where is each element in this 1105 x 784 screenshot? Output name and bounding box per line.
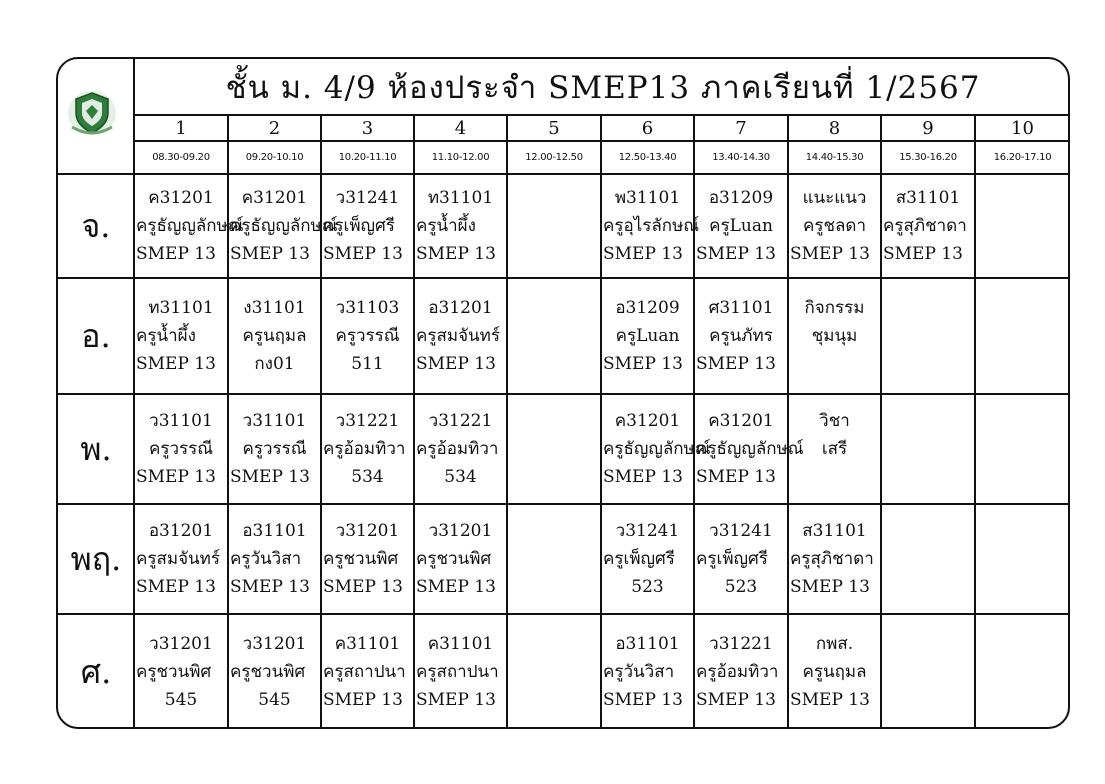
- room: SMEP 13: [136, 354, 216, 374]
- schedule-cell: [789, 175, 880, 277]
- subject-code: ค31201: [614, 411, 681, 431]
- period-number: 2: [268, 117, 281, 139]
- subject-code: ว31241: [709, 521, 773, 541]
- teacher-name: ครูอุไรลักษณ์: [603, 216, 700, 236]
- schedule-cell: [508, 175, 600, 277]
- room: 523: [631, 577, 664, 597]
- subject-code: ว31241: [615, 521, 680, 541]
- room: [789, 350, 880, 378]
- schedule-cell: [508, 615, 600, 729]
- schedule-cell: [322, 505, 413, 613]
- teacher-name: เสรี: [821, 439, 848, 459]
- teacher-name: ครูวรรณี: [335, 326, 400, 346]
- period-time: 08.30-09.20: [152, 151, 210, 163]
- period-number: 5: [548, 117, 560, 139]
- room: [789, 463, 880, 491]
- period-number: 1: [175, 117, 187, 139]
- room: 523: [724, 577, 758, 597]
- subject-code: ว31201: [149, 634, 213, 654]
- room: 534: [444, 467, 477, 487]
- schedule-cell: [135, 175, 244, 277]
- room: SMEP 13: [136, 577, 216, 597]
- room: SMEP 13: [790, 577, 870, 597]
- subject-code: ท31101: [427, 188, 494, 208]
- schedule-cell: [695, 615, 787, 729]
- teacher-name: ครูอ้อมทิวา: [416, 439, 499, 459]
- subject-code: วิชา: [819, 411, 850, 431]
- teacher-name: ครูธัญญลักษณ์: [230, 216, 338, 236]
- subject-code: อ31209: [708, 188, 774, 208]
- schedule-cell: [322, 615, 413, 729]
- period-number: 6: [641, 117, 654, 139]
- schedule-cell: [976, 505, 1069, 613]
- subject-code: ว31103: [335, 298, 400, 318]
- period-number: 7: [735, 117, 747, 139]
- schedule-cell: [789, 615, 880, 729]
- subject-code: ศ31101: [708, 298, 774, 318]
- room: 534: [351, 467, 384, 487]
- teacher-name: ครูธัญญลักษณ์: [696, 439, 804, 459]
- schedule-cell: [415, 175, 506, 277]
- period-time: 10.20-11.10: [338, 151, 397, 163]
- room: SMEP 13: [230, 244, 310, 264]
- subject-code: ค31201: [241, 188, 308, 208]
- subject-code: ว31241: [335, 188, 400, 208]
- teacher-name: ครูชวนพิศ: [230, 662, 306, 682]
- room: SMEP 13: [790, 244, 870, 264]
- day-label: ศ.: [80, 652, 112, 691]
- room: SMEP 13: [603, 244, 683, 264]
- schedule-cell: [135, 395, 227, 503]
- teacher-name: ครูธัญญลักษณ์: [136, 216, 244, 236]
- subject-code: ว31101: [242, 411, 307, 431]
- schedule-cell: [322, 395, 413, 503]
- subject-code: อ31201: [148, 521, 214, 541]
- room: SMEP 13: [603, 354, 683, 374]
- period-number: 9: [922, 117, 934, 139]
- schedule-cell: [322, 175, 413, 277]
- room: SMEP 13: [696, 690, 776, 710]
- schedule-cell: [508, 279, 600, 393]
- teacher-name: ครูสถาปนา: [416, 662, 499, 682]
- schedule-cell: [415, 505, 506, 613]
- subject-code: ว31221: [709, 634, 773, 654]
- schedule-cell: [602, 615, 693, 729]
- schedule-cell: [882, 615, 974, 729]
- day-label: พ.: [80, 429, 112, 468]
- subject-code: ว31201: [335, 521, 400, 541]
- room: SMEP 13: [323, 577, 403, 597]
- subject-code: ส31101: [895, 188, 961, 208]
- schedule-cell: [789, 505, 880, 613]
- schedule-cell: [882, 279, 974, 393]
- room: SMEP 13: [230, 467, 310, 487]
- teacher-name: ครูชลดา: [802, 216, 867, 236]
- teacher-name: ครูชวนพิศ: [323, 549, 399, 569]
- room: SMEP 13: [323, 244, 403, 264]
- schedule-cell: [135, 279, 227, 393]
- schedule-cell: [695, 279, 787, 393]
- room: SMEP 13: [696, 244, 776, 264]
- subject-code: ค31201: [148, 188, 214, 208]
- room: กง01: [254, 354, 295, 374]
- subject-code: ค31101: [427, 634, 494, 654]
- schedule-cell: [602, 395, 711, 503]
- schedule-cell: [508, 505, 600, 613]
- room: SMEP 13: [416, 690, 496, 710]
- day-label: พฤ.: [70, 539, 122, 578]
- schedule-cell: [322, 279, 413, 393]
- teacher-name: ครูน้ำผึ้ง: [416, 216, 476, 236]
- subject-code: ง31101: [243, 298, 306, 318]
- room: 545: [258, 690, 291, 710]
- schedule-cell: [789, 395, 880, 503]
- teacher-name: ครูสมจันทร์: [136, 549, 221, 569]
- teacher-name: ครูLuan: [615, 326, 680, 346]
- period-number: 4: [454, 117, 467, 139]
- teacher-name: ครูธัญญลักษณ์: [603, 439, 711, 459]
- schedule-cell: [135, 615, 227, 729]
- subject-code: อ31209: [615, 298, 680, 318]
- teacher-name: ครูอ้อมทิวา: [323, 439, 406, 459]
- subject-code: อ31101: [242, 521, 307, 541]
- subject-code: ว31221: [428, 411, 493, 431]
- room: 511: [351, 354, 384, 374]
- schedule-cell: [976, 395, 1069, 503]
- schedule-cell: [976, 279, 1069, 393]
- period-number: 10: [1011, 117, 1034, 139]
- schedule-cell: [882, 505, 974, 613]
- teacher-name: ครูอ้อมทิวา: [696, 662, 779, 682]
- subject-code: กพส.: [815, 634, 854, 654]
- room: SMEP 13: [603, 467, 683, 487]
- page-title: ชั้น ม. 4/9 ห้องประจำ SMEP13 ภาคเรียนที่ 1/2567: [225, 70, 981, 106]
- room: SMEP 13: [696, 354, 776, 374]
- schedule-cell: [415, 615, 506, 729]
- room: SMEP 13: [696, 467, 776, 487]
- schedule-cell: [882, 175, 974, 277]
- teacher-name: ครูเพ็ญศรี: [323, 216, 395, 236]
- timetable-frame: [56, 57, 1070, 729]
- subject-code: ค31101: [334, 634, 401, 654]
- period-time: 13.40-14.30: [712, 151, 770, 163]
- teacher-name: ครูวันวิสา: [230, 549, 302, 569]
- schedule-cell: [976, 175, 1069, 277]
- room: SMEP 13: [323, 690, 403, 710]
- room: SMEP 13: [883, 244, 963, 264]
- schedule-cell: [602, 505, 693, 613]
- schedule-cell: [415, 279, 506, 393]
- period-time: 12.50-13.40: [618, 151, 677, 163]
- teacher-name: ครูนภัทร: [709, 326, 773, 346]
- teacher-name: ครูเพ็ญศรี: [603, 549, 675, 569]
- room: SMEP 13: [416, 244, 496, 264]
- teacher-name: ครูสุภิชาดา: [883, 216, 967, 236]
- schedule-cell: [135, 505, 227, 613]
- subject-code: ว31101: [149, 411, 213, 431]
- subject-code: กิจกรรม: [804, 298, 865, 318]
- subject-code: พ31101: [614, 188, 681, 208]
- subject-code: แนะแนว: [802, 188, 867, 208]
- subject-code: ท31101: [148, 298, 214, 318]
- room: SMEP 13: [603, 690, 683, 710]
- subject-code: ว31201: [242, 634, 307, 654]
- teacher-name: ครูLuan: [709, 216, 773, 236]
- schedule-cell: [229, 505, 320, 613]
- subject-code: ส31101: [802, 521, 867, 541]
- teacher-name: ครูวรรณี: [148, 439, 214, 459]
- room: 545: [164, 690, 198, 710]
- teacher-name: ครูชวนพิศ: [136, 662, 212, 682]
- subject-code: ว31221: [335, 411, 400, 431]
- teacher-name: ครูสมจันทร์: [416, 326, 501, 346]
- subject-code: ว31201: [428, 521, 493, 541]
- schedule-cell: [229, 175, 338, 277]
- schedule-cell: [229, 279, 320, 393]
- schedule-cell: [229, 395, 320, 503]
- teacher-name: ครูชวนพิศ: [416, 549, 492, 569]
- day-label: จ.: [81, 206, 111, 245]
- room: SMEP 13: [790, 690, 870, 710]
- schedule-cell: [229, 615, 320, 729]
- teacher-name: ครูสถาปนา: [323, 662, 406, 682]
- room: SMEP 13: [416, 354, 496, 374]
- schedule-cell: [695, 395, 804, 503]
- teacher-name: ครูวรรณี: [242, 439, 307, 459]
- period-time: 11.10-12.00: [431, 151, 490, 163]
- period-number: 8: [828, 117, 841, 139]
- teacher-name: ครูวันวิสา: [603, 662, 675, 682]
- teacher-name: ครูสุภิชาดา: [790, 549, 874, 569]
- schedule-cell: [789, 279, 880, 393]
- teacher-name: ชุมนุม: [811, 326, 858, 346]
- teacher-name: ครูเพ็ญศรี: [696, 549, 768, 569]
- day-label: อ.: [81, 316, 111, 355]
- teacher-name: ครูน้ำผึ้ง: [136, 326, 196, 346]
- schedule-cell: [695, 175, 787, 277]
- schedule-cell: [695, 505, 787, 613]
- period-time: 09.20-10.10: [245, 151, 304, 163]
- period-time: 14.40-15.30: [805, 151, 864, 163]
- schedule-cell: [882, 395, 974, 503]
- period-time: 12.00-12.50: [525, 151, 583, 163]
- subject-code: อ31101: [615, 634, 680, 654]
- room: SMEP 13: [136, 467, 216, 487]
- teacher-name: ครูนฤมล: [242, 326, 307, 346]
- teacher-name: ครูนฤมล: [802, 662, 867, 682]
- schedule-cell: [976, 615, 1069, 729]
- period-number: 3: [361, 117, 374, 139]
- period-time: 16.20-17.10: [993, 151, 1052, 163]
- room: SMEP 13: [230, 577, 310, 597]
- schedule-cell: [415, 395, 506, 503]
- room: SMEP 13: [136, 244, 216, 264]
- schedule-cell: [602, 175, 700, 277]
- school-logo: [66, 83, 118, 141]
- period-time: 15.30-16.20: [899, 151, 957, 163]
- room: SMEP 13: [416, 577, 496, 597]
- schedule-cell: [602, 279, 693, 393]
- subject-code: อ31201: [428, 298, 493, 318]
- subject-code: ค31201: [708, 411, 774, 431]
- schedule-cell: [508, 395, 600, 503]
